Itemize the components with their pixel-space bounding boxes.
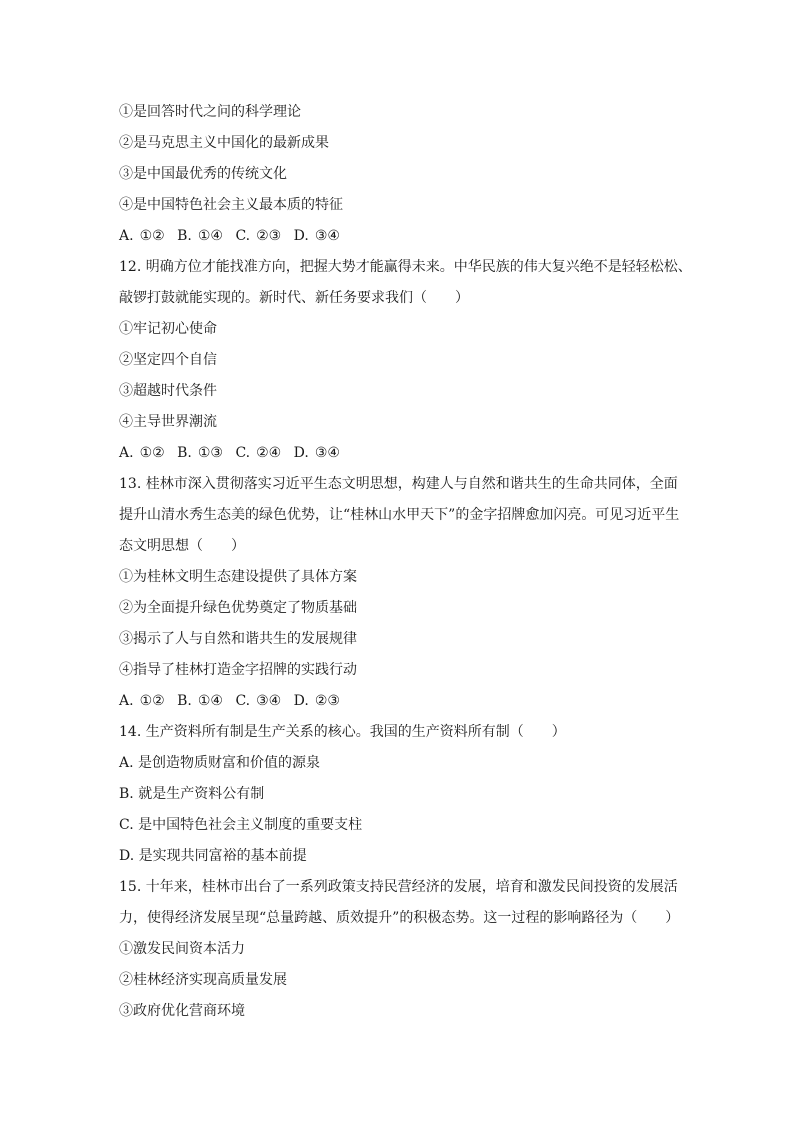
q12-option-d-label: D. [293, 445, 309, 461]
q13-stem-line-3: 态文明思想（ ） [119, 538, 245, 554]
q15-item-3: ③政府优化营商环境 [119, 1003, 245, 1019]
q13-item-3: ③揭示了人与自然和谐共生的发展规律 [119, 631, 357, 647]
q13-item-2: ②为全面提升绿色优势奠定了物质基础 [119, 600, 357, 616]
q11-item-4: ④是中国特色社会主义最本质的特征 [119, 197, 343, 213]
q14-choice-a: A. 是创造物质财富和价值的源泉 [119, 755, 321, 771]
q14-stem-line-1: 14. 生产资料所有制是生产关系的核心。我国的生产资料所有制（ ） [119, 724, 566, 740]
q12-item-4: ④主导世界潮流 [119, 414, 217, 430]
q11-option-b-label: B. [177, 228, 192, 244]
q12-option-b-value: ①③ [197, 445, 223, 461]
q13-option-a-label: A. [119, 693, 134, 709]
q13-option-d-value: ②③ [314, 693, 340, 709]
q14-choice-d: D. 是实现共同富裕的基本前提 [119, 848, 307, 864]
q13-options [119, 686, 679, 717]
q13-option-b-value: ①④ [197, 693, 223, 709]
q12-stem-line-1: 12. 明确方位才能找准方向，把握大势才能赢得未来。中华民族的伟大复兴绝不是轻轻松松、 [119, 259, 692, 275]
q11-item-3: ③是中国最优秀的传统文化 [119, 166, 287, 182]
q13-item-4: ④指导了桂林打造金字招牌的实践行动 [119, 662, 357, 678]
q13-option-a-value: ①② [139, 693, 165, 709]
q12-stem-line-2: 敲锣打鼓就能实现的。新时代、新任务要求我们（ ） [119, 290, 469, 306]
q13-stem-line-1: 13. 桂林市深入贯彻落实习近平生态文明思想，构建人与自然和谐共生的生命共同体，全面 [119, 476, 678, 492]
q11-item-1: ①是回答时代之问的科学理论 [119, 104, 301, 120]
q11-option-a-label: A. [119, 228, 134, 244]
q12-option-a-label: A. [119, 445, 134, 461]
question-15 [119, 872, 679, 1027]
q13-option-c-label: C. [235, 693, 251, 709]
q12-item-1: ①牢记初心使命 [119, 321, 217, 337]
q12-option-c-value: ②④ [256, 445, 282, 461]
question-12 [119, 252, 692, 469]
q13-option-b-label: B. [177, 693, 192, 709]
q12-item-3: ③超越时代条件 [119, 383, 217, 399]
q13-option-c-value: ③④ [256, 693, 282, 709]
q12-option-a-value: ①② [139, 445, 165, 461]
q11-options [119, 221, 679, 252]
question-13 [119, 469, 679, 717]
q15-stem-line-2: 力，使得经济发展呈现“总量跨越、质效提升”的积极态势。这一过程的影响路径为（ ） [119, 910, 680, 926]
q12-item-2: ②坚定四个自信 [119, 352, 217, 368]
page-content [119, 97, 692, 1027]
question-14 [119, 717, 679, 872]
q14-choice-b: B. 就是生产资料公有制 [119, 786, 265, 802]
q11-option-b-value: ①④ [197, 228, 223, 244]
q14-choice-c: C. 是中国特色社会主义制度的重要支柱 [119, 817, 363, 833]
q12-option-c-label: C. [235, 445, 251, 461]
q11-option-d-value: ③④ [314, 228, 340, 244]
q15-stem-line-1: 15. 十年来，桂林市出台了一系列政策支持民营经济的发展，培育和激发民间投资的发展活 [119, 879, 678, 895]
q11-option-c-value: ②③ [256, 228, 282, 244]
q11-option-d-label: D. [293, 228, 309, 244]
q15-item-1: ①激发民间资本活力 [119, 941, 245, 957]
q12-options [119, 438, 679, 469]
q11-option-c-label: C. [235, 228, 251, 244]
q13-item-1: ①为桂林文明生态建设提供了具体方案 [119, 569, 357, 585]
q12-option-d-value: ③④ [314, 445, 340, 461]
q11-item-2: ②是马克思主义中国化的最新成果 [119, 135, 329, 151]
q12-option-b-label: B. [177, 445, 192, 461]
q15-item-2: ②桂林经济实现高质量发展 [119, 972, 287, 988]
q13-option-d-label: D. [293, 693, 309, 709]
q11-option-a-value: ①② [139, 228, 165, 244]
q13-stem-line-2: 提升山清水秀生态美的绿色优势，让“桂林山水甲天下”的金字招牌愈加闪亮。可见习近平生 [119, 507, 680, 523]
question-11 [119, 97, 679, 252]
